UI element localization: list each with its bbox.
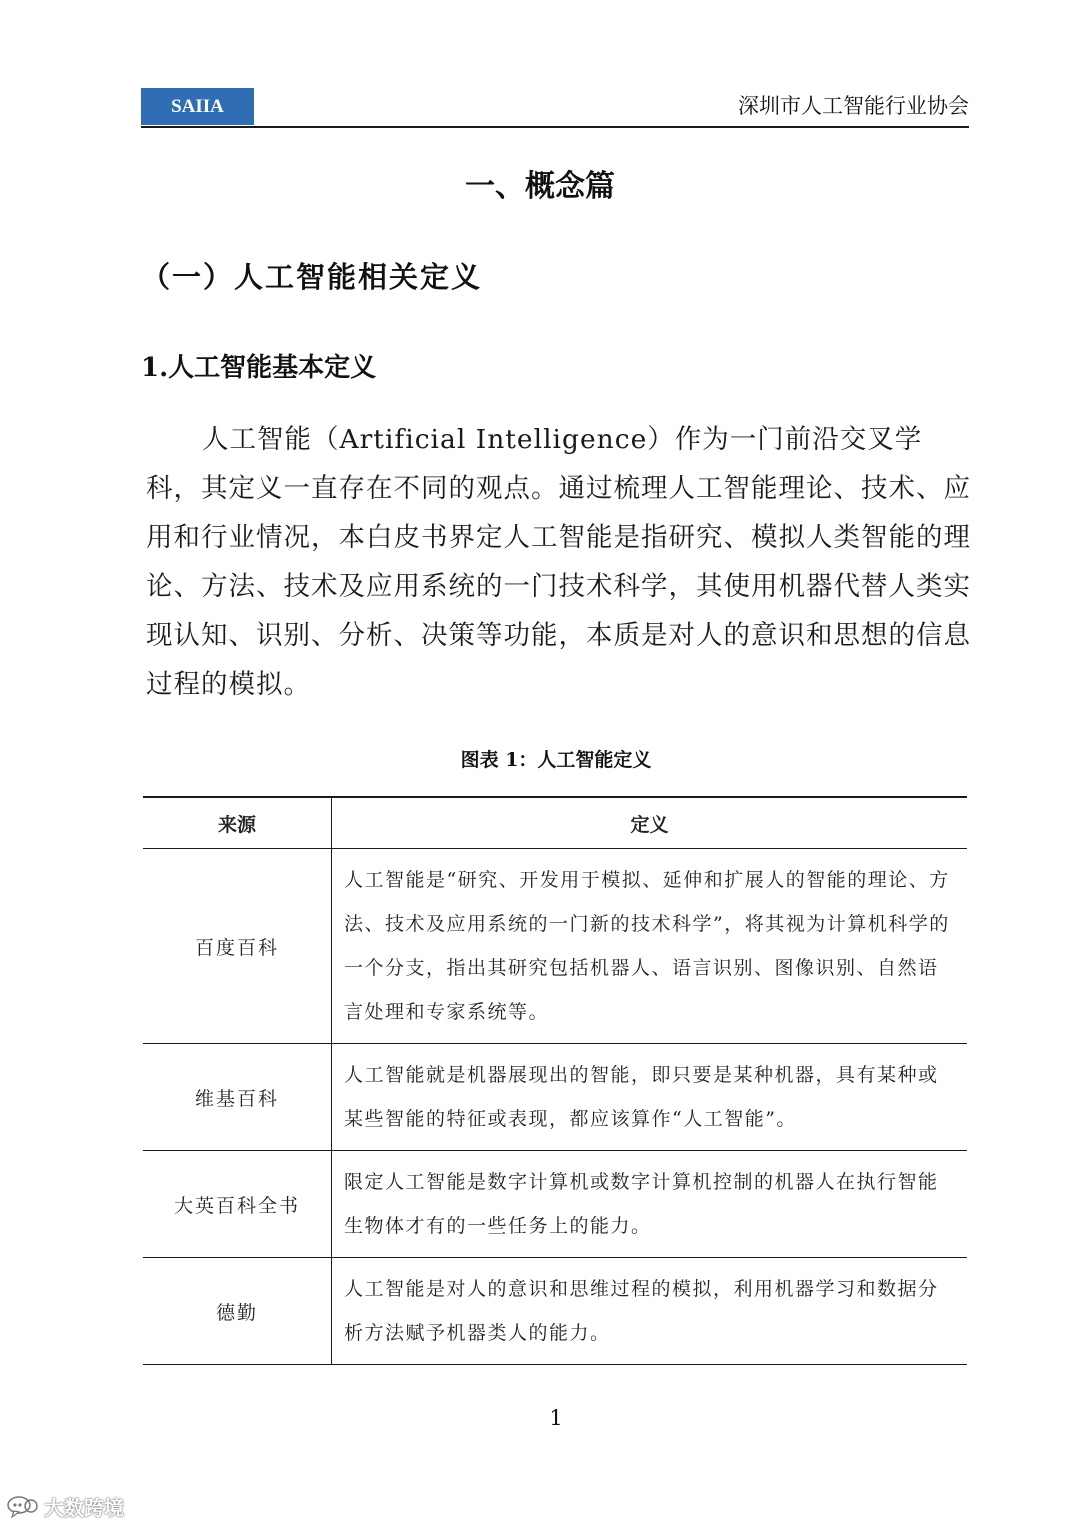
table-row (143, 1151, 967, 1258)
source-cell: 大英百科全书 (143, 1151, 332, 1258)
watermark-text: 大数跨境 (44, 1495, 124, 1520)
subsection-title: 1.人工智能基本定义 (141, 353, 377, 383)
definition-column-header: 定义 (332, 797, 968, 849)
table-header-row (143, 797, 967, 849)
source-column-header: 来源 (143, 797, 332, 849)
saiia-logo: SAIIA (141, 88, 254, 125)
chat-bubble-icon (6, 1494, 40, 1518)
organization-name: 深圳市人工智能行业协会 (738, 94, 969, 118)
chapter-title: 一、概念篇 (465, 169, 615, 204)
definition-cell: 人工智能是对人的意识和思维过程的模拟，利用机器学习和数据分析方法赋予机器类人的能力。 (332, 1258, 968, 1365)
page-header (141, 88, 969, 128)
watermark (6, 1492, 124, 1520)
body-paragraph: 人工智能（Artificial Intelligence）作为一门前沿交叉学科，其定义一直存在不同的观点。通过梳理人工智能理论、技术、应用和行业情况，本白皮书界定人工智能是指研究、模拟人类智能的理论、方法、技术及应用系统的一门技术科学，其使用机器代替人类实现认知、识别、分析、决策等功能，本质是对人的意识和思想的信息过程的模拟。 (146, 424, 971, 700)
table-caption: 图表 1：人工智能定义 (460, 749, 652, 771)
definition-table (143, 796, 967, 1365)
definition-cell: 限定人工智能是数字计算机或数字计算机控制的机器人在执行智能生物体才有的一些任务上的能力。 (332, 1151, 968, 1258)
source-cell: 百度百科 (143, 849, 332, 1044)
table-row (143, 849, 967, 1044)
definition-cell: 人工智能就是机器展现出的智能，即只要是某种机器，具有某种或某些智能的特征或表现，都应该算作“人工智能”。 (332, 1044, 968, 1151)
definition-cell: 人工智能是“研究、开发用于模拟、延伸和扩展人的智能的理论、方法、技术及应用系统的一门新的技术科学”，将其视为计算机科学的一个分支，指出其研究包括机器人、语言识别、图像识别、自然语言处理和专家系统等。 (332, 849, 968, 1044)
table-row (143, 1258, 967, 1365)
source-cell: 维基百科 (143, 1044, 332, 1151)
section-title: （一）人工智能相关定义 (141, 260, 483, 294)
table-row (143, 1044, 967, 1151)
page-number: 1 (549, 1406, 563, 1430)
source-cell: 德勤 (143, 1258, 332, 1365)
